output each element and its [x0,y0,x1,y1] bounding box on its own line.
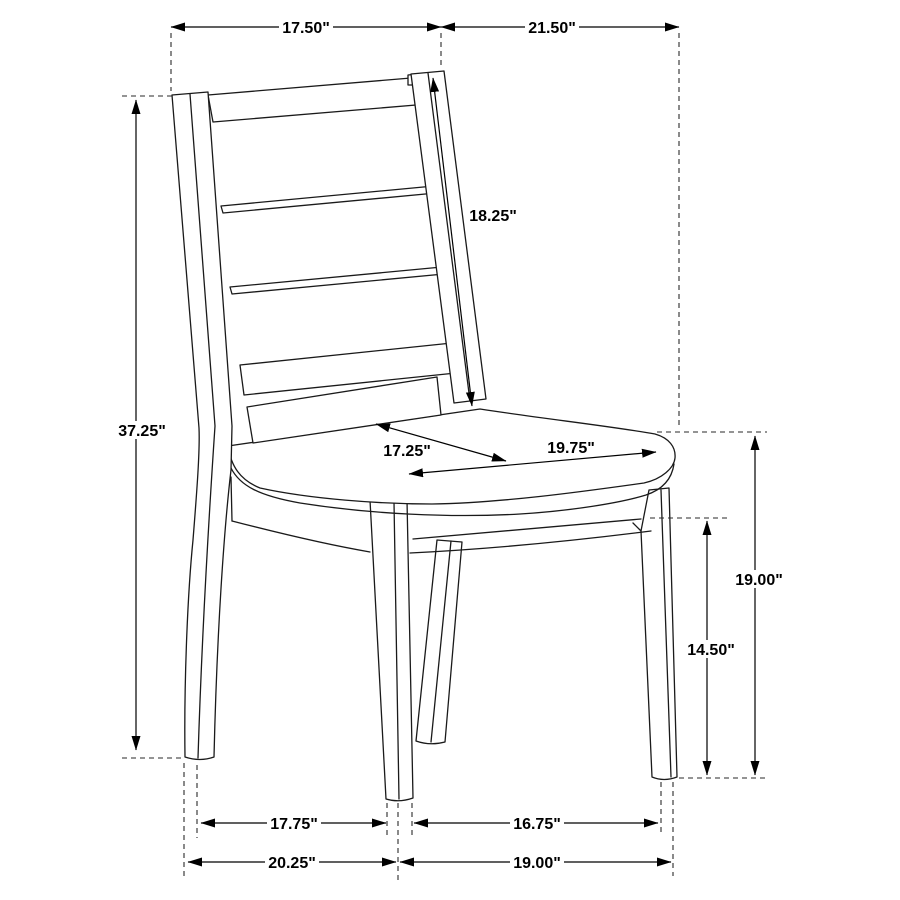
dim-label-footprint-row2-left: 20.25" [268,855,316,872]
chair-left-post-leg [172,92,232,760]
chair-line-art [172,71,677,801]
dim-label-footprint-row2-right: 19.00" [513,855,561,872]
dim-label-seat-width: 19.75" [547,440,595,457]
dim-label-footprint-row1-left: 17.75" [270,816,318,833]
dim-label-apron-to-floor: 14.50" [687,642,735,659]
dim-label-back-width-top: 17.50" [282,20,330,37]
dim-label-footprint-row1-right: 16.75" [513,816,561,833]
dim-label-seat-height: 19.00" [735,572,783,589]
chair-rear-right-leg [633,488,677,780]
chair-front-leg [370,500,413,801]
dim-label-backrest-length: 18.25" [469,208,517,225]
dim-label-seat-depth: 17.25" [383,443,431,460]
dim-label-overall-height: 37.25" [118,423,166,440]
dim-label-seat-projection-top: 21.50" [528,20,576,37]
chair-far-leg [416,540,462,744]
